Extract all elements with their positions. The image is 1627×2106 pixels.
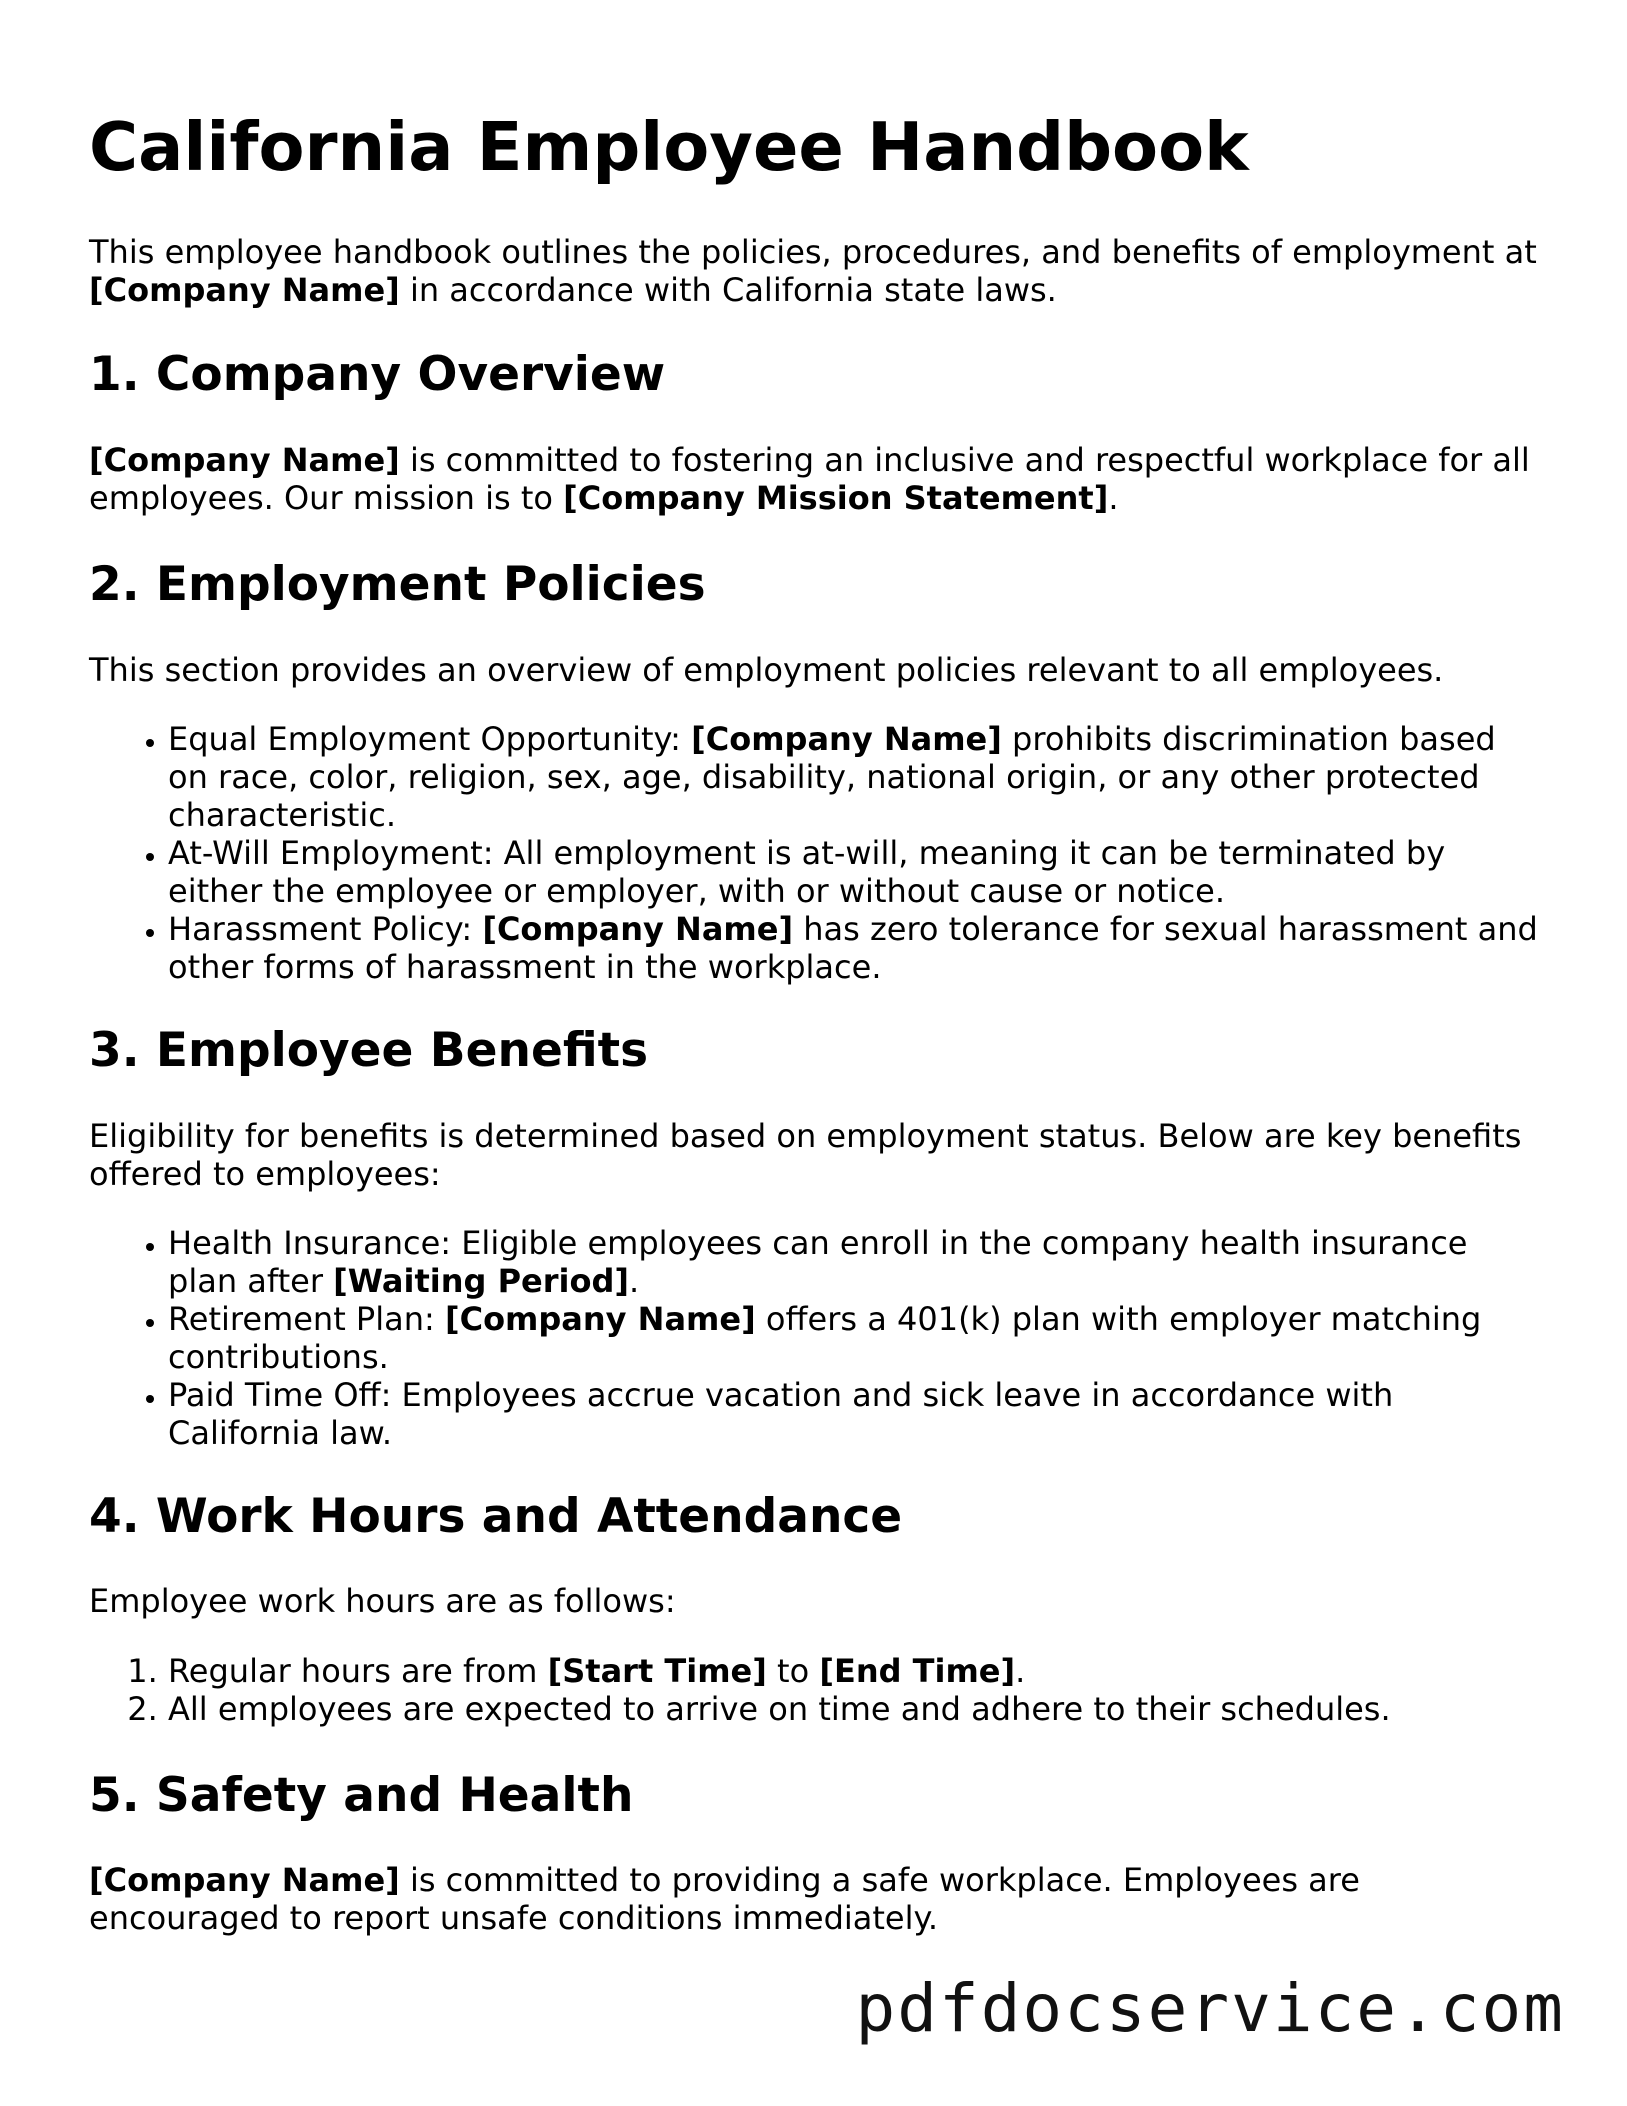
policies-list	[89, 720, 1539, 986]
list-item: 1. Regular hours are from [Start Time] to [End Time].	[168, 1652, 1539, 1690]
list-item: • Equal Employment Opportunity: [Company Name] prohibits discrimination based on race, color, religion, sex, age, disability, national origin, or any other protected characteristic.	[168, 720, 1539, 834]
section-heading-overview: 1. Company Overview	[89, 347, 666, 402]
overview-paragraph: [Company Name] is committed to fostering an inclusive and respectful workplace for all employees. Our mission is to [Company Mission Statement].	[89, 441, 1530, 517]
benefits-list	[89, 1224, 1539, 1452]
policies-intro: This section provides an overview of employment policies relevant to all employees.	[89, 651, 1444, 689]
hours-intro: Employee work hours are as follows:	[89, 1582, 676, 1620]
list-item: • Health Insurance: Eligible employees can enroll in the company health insurance plan after [Waiting Period].	[168, 1224, 1539, 1300]
list-item: 2. All employees are expected to arrive on time and adhere to their schedules.	[168, 1690, 1539, 1728]
document-title: California Employee Handbook	[89, 108, 1249, 186]
intro-paragraph: This employee handbook outlines the policies, procedures, and benefits of employment at [Company Name] in accordance with California state laws.	[89, 233, 1537, 309]
list-item: • Retirement Plan: [Company Name] offers a 401(k) plan with employer matching contributions.	[168, 1300, 1539, 1376]
safety-paragraph: [Company Name] is committed to providing a safe workplace. Employees are encouraged to report unsafe conditions immediately.	[89, 1861, 1360, 1937]
hours-list	[89, 1652, 1539, 1728]
list-item: • Paid Time Off: Employees accrue vacation and sick leave in accordance with California law.	[168, 1376, 1539, 1452]
section-heading-hours: 4. Work Hours and Attendance	[89, 1489, 903, 1544]
list-item: • Harassment Policy: [Company Name] has zero tolerance for sexual harassment and other forms of harassment in the workplace.	[168, 910, 1539, 986]
list-item: • At-Will Employment: All employment is at-will, meaning it can be terminated by either the employee or employer, with or without cause or notice.	[168, 834, 1539, 910]
section-heading-benefits: 3. Employee Benefits	[89, 1023, 649, 1078]
section-heading-policies: 2. Employment Policies	[89, 557, 706, 612]
watermark: pdfdocservice.com	[855, 1970, 1565, 2047]
benefits-intro: Eligibility for benefits is determined based on employment status. Below are key benefits offered to employees:	[89, 1117, 1522, 1193]
section-heading-safety: 5. Safety and Health	[89, 1768, 634, 1823]
